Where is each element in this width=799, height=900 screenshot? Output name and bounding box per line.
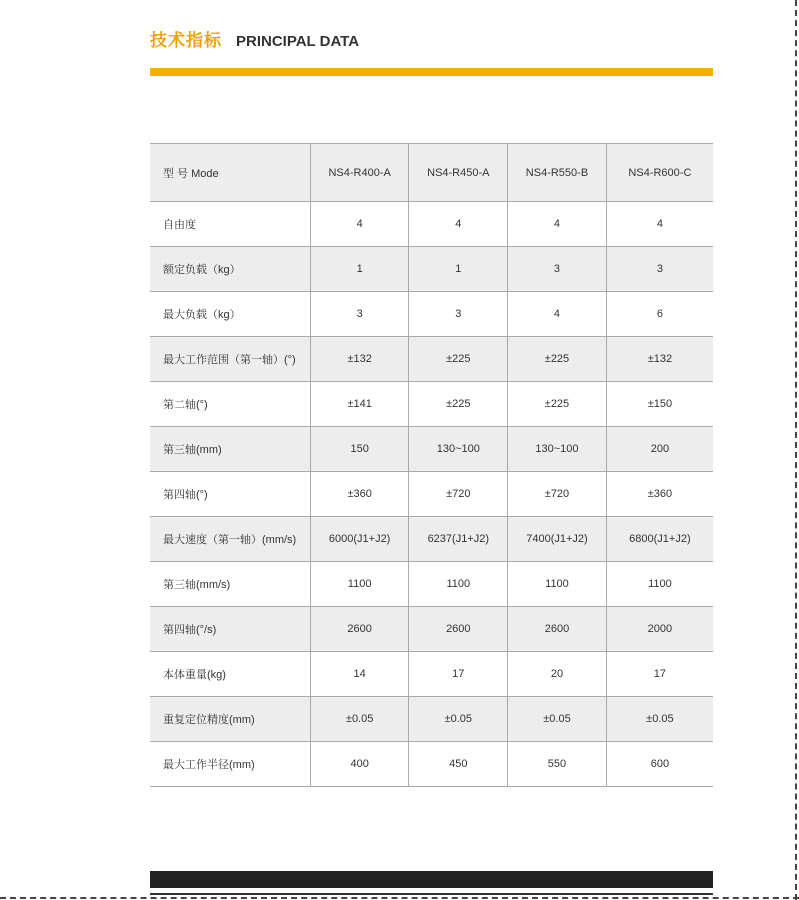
section-title-chinese: 技术指标 — [150, 31, 222, 51]
row-value-cell: 3 — [508, 247, 607, 292]
row-value-cell: 3 — [606, 247, 713, 292]
row-value-cell: 1100 — [606, 562, 713, 607]
table-row — [150, 427, 713, 472]
row-value-cell: 1 — [409, 247, 508, 292]
table-row — [150, 337, 713, 382]
row-value-cell: 2600 — [409, 607, 508, 652]
row-value-cell: 4 — [508, 292, 607, 337]
table-row — [150, 472, 713, 517]
row-value-cell: 6000(J1+J2) — [310, 517, 409, 562]
row-value-cell: 2000 — [606, 607, 713, 652]
table-header-row — [150, 144, 713, 202]
row-value-cell: 200 — [606, 427, 713, 472]
row-value-cell: ±0.05 — [606, 697, 713, 742]
row-label: 最大工作范围（第一轴）(°) — [150, 337, 310, 382]
row-value-cell: 4 — [508, 202, 607, 247]
section-title-english: PRINCIPAL DATA — [236, 33, 360, 50]
principal-data-table — [150, 143, 713, 787]
table-row — [150, 742, 713, 787]
row-label: 第三轴(mm) — [150, 427, 310, 472]
row-value-cell: 600 — [606, 742, 713, 787]
row-value-cell: 2600 — [508, 607, 607, 652]
row-value-cell: ±141 — [310, 382, 409, 427]
row-label: 最大工作半径(mm) — [150, 742, 310, 787]
row-value-cell: 1 — [310, 247, 409, 292]
row-value-cell: ±720 — [409, 472, 508, 517]
row-label: 额定负载（kg） — [150, 247, 310, 292]
table-row — [150, 202, 713, 247]
row-label: 重复定位精度(mm) — [150, 697, 310, 742]
table-row — [150, 382, 713, 427]
row-value-cell: ±132 — [606, 337, 713, 382]
row-value-cell: 4 — [606, 202, 713, 247]
row-value-cell: 4 — [409, 202, 508, 247]
row-value-cell: ±225 — [508, 337, 607, 382]
row-value-cell: ±0.05 — [409, 697, 508, 742]
row-label: 第三轴(mm/s) — [150, 562, 310, 607]
row-label: 第四轴(°) — [150, 472, 310, 517]
row-value-cell: 7400(J1+J2) — [508, 517, 607, 562]
model-header-label: 型 号 Mode — [150, 144, 310, 202]
row-value-cell: 17 — [409, 652, 508, 697]
section-header — [150, 26, 359, 51]
footer-dark-bar — [150, 871, 713, 888]
row-value-cell: 1100 — [310, 562, 409, 607]
row-value-cell: 6237(J1+J2) — [409, 517, 508, 562]
row-value-cell: 150 — [310, 427, 409, 472]
model-header-cell: NS4-R600-C — [606, 144, 713, 202]
table-row — [150, 292, 713, 337]
row-value-cell: ±132 — [310, 337, 409, 382]
model-header-cell: NS4-R400-A — [310, 144, 409, 202]
row-label: 本体重量(kg) — [150, 652, 310, 697]
row-label: 第二轴(°) — [150, 382, 310, 427]
model-header-cell: NS4-R450-A — [409, 144, 508, 202]
row-label: 最大负载（kg） — [150, 292, 310, 337]
footer-divider — [150, 893, 713, 895]
row-value-cell: 14 — [310, 652, 409, 697]
row-value-cell: 130~100 — [508, 427, 607, 472]
table-row — [150, 697, 713, 742]
row-value-cell: 1100 — [508, 562, 607, 607]
row-value-cell: ±225 — [508, 382, 607, 427]
table-row — [150, 247, 713, 292]
table-row — [150, 607, 713, 652]
row-value-cell: 450 — [409, 742, 508, 787]
row-value-cell: 17 — [606, 652, 713, 697]
row-value-cell: 1100 — [409, 562, 508, 607]
row-value-cell: 6 — [606, 292, 713, 337]
row-value-cell: ±0.05 — [508, 697, 607, 742]
row-value-cell: ±225 — [409, 337, 508, 382]
row-label: 第四轴(°/s) — [150, 607, 310, 652]
row-value-cell: 6800(J1+J2) — [606, 517, 713, 562]
page-crop-border-bottom — [0, 897, 799, 899]
table-row — [150, 562, 713, 607]
row-value-cell: ±225 — [409, 382, 508, 427]
row-value-cell: 20 — [508, 652, 607, 697]
row-value-cell: 4 — [310, 202, 409, 247]
row-value-cell: 550 — [508, 742, 607, 787]
row-value-cell: ±0.05 — [310, 697, 409, 742]
row-value-cell: 3 — [310, 292, 409, 337]
row-value-cell: ±360 — [310, 472, 409, 517]
page-crop-border-right — [795, 0, 797, 900]
row-value-cell: ±720 — [508, 472, 607, 517]
row-value-cell: 2600 — [310, 607, 409, 652]
row-value-cell: 400 — [310, 742, 409, 787]
model-header-cell: NS4-R550-B — [508, 144, 607, 202]
header-accent-bar — [150, 68, 713, 76]
row-value-cell: ±150 — [606, 382, 713, 427]
row-value-cell: 3 — [409, 292, 508, 337]
row-value-cell: 130~100 — [409, 427, 508, 472]
row-label: 自由度 — [150, 202, 310, 247]
row-value-cell: ±360 — [606, 472, 713, 517]
table-row — [150, 517, 713, 562]
row-label: 最大速度（第一轴）(mm/s) — [150, 517, 310, 562]
table-row — [150, 652, 713, 697]
